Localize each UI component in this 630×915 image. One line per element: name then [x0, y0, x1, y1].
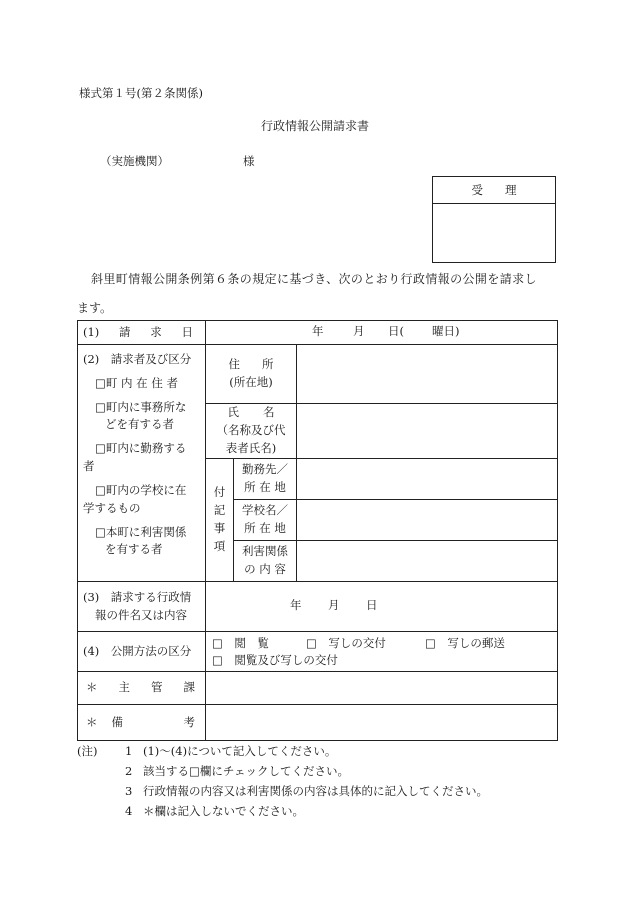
workplace-label: 勤務先／ 所 在 地 [234, 459, 297, 500]
category-interested[interactable]: □本町に利害関係 を有する者 [95, 524, 187, 557]
interest-label: 利害関係 の 内 容 [234, 541, 297, 582]
category-resident[interactable]: □町 内 在 住 者 [95, 375, 178, 390]
notes-label: (注) [77, 744, 98, 758]
remarks-field[interactable] [206, 705, 558, 741]
method-label: (4) 公開方法の区分 [78, 632, 206, 672]
category-student[interactable]: □町内の学校に在 学するもの [83, 482, 187, 515]
request-date-row [78, 321, 558, 345]
requester-category: (2) 請求者及び区分 □町 内 在 住 者 □町内に事務所な どを有する者 □町内に勤務する 者 □町内の学校に在 学するもの □本町に利害関係 を有する者 [78, 345, 206, 582]
name-label: 氏 名 （名称及び代 表者氏名) [206, 404, 297, 459]
note-item: (1)～(4)について記入してください。 [143, 744, 337, 758]
category-office[interactable]: □町内に事務所な どを有する者 [95, 399, 187, 432]
form-number: 様式第１号(第２条関係) [79, 86, 203, 100]
address-field[interactable] [297, 345, 558, 404]
row-number: (1) [83, 324, 100, 339]
request-statement-line1: 斜里町情報公開条例第６条の規定に基づき、次のとおり行政情報の公開を請求し [91, 272, 537, 286]
option-both[interactable]: □ 閲覧及び写しの交付 [212, 652, 338, 667]
annex-label: 付 記 事 項 [206, 459, 234, 582]
note-item: ＊欄は記入しないでください。 [143, 804, 304, 818]
category-worker[interactable]: □町内に勤務する 者 [83, 441, 187, 474]
receipt-box [432, 176, 556, 263]
option-copy[interactable]: □ 写しの交付 [306, 635, 386, 650]
note-item: 行政情報の内容又は利害関係の内容は具体的に記入してください。 [143, 784, 488, 798]
department-row [78, 672, 558, 705]
school-field[interactable] [297, 500, 558, 541]
page-title: 行政情報公開請求書 [260, 119, 369, 133]
notes: (注) 1 (1)～(4)について記入してください。 2 該当する□欄にチェックしてください。 3 行政情報の内容又は利害関係の内容は具体的に記入してください。 4 ＊欄は記入しないでください。 [77, 742, 597, 822]
agency-label: （実施機関） [100, 154, 169, 168]
department-field[interactable] [206, 672, 558, 705]
address-row [78, 345, 558, 404]
remarks-row [78, 705, 558, 741]
request-form-table [77, 320, 558, 741]
method-row [78, 632, 558, 672]
honorific: 様 [243, 154, 255, 168]
subject-field[interactable]: 年 月 日 [206, 582, 558, 632]
workplace-field[interactable] [297, 459, 558, 500]
subject-label: (3) 請求する行政情 報の件名又は内容 [78, 582, 206, 632]
option-mail[interactable]: □ 写しの郵送 [425, 635, 505, 650]
school-label: 学校名／ 所 在 地 [234, 500, 297, 541]
name-field[interactable] [297, 404, 558, 459]
receipt-label: 受理 [433, 177, 555, 204]
department-label: ＊ 主 管 課 [78, 672, 206, 705]
request-date-field[interactable]: 年 月 日( 曜日) [206, 321, 558, 345]
address-label: 住 所 (所在地) [206, 345, 297, 404]
option-view[interactable]: □ 閲 覧 [212, 635, 269, 650]
interest-field[interactable] [297, 541, 558, 582]
request-date-label: (1) 請 求 日 [78, 321, 206, 345]
method-options [206, 632, 558, 672]
subject-row [78, 582, 558, 632]
remarks-label: ＊ 備 考 [78, 705, 206, 741]
note-item: 該当する□欄にチェックしてください。 [143, 764, 350, 778]
request-statement-line2: ます。 [77, 301, 113, 315]
